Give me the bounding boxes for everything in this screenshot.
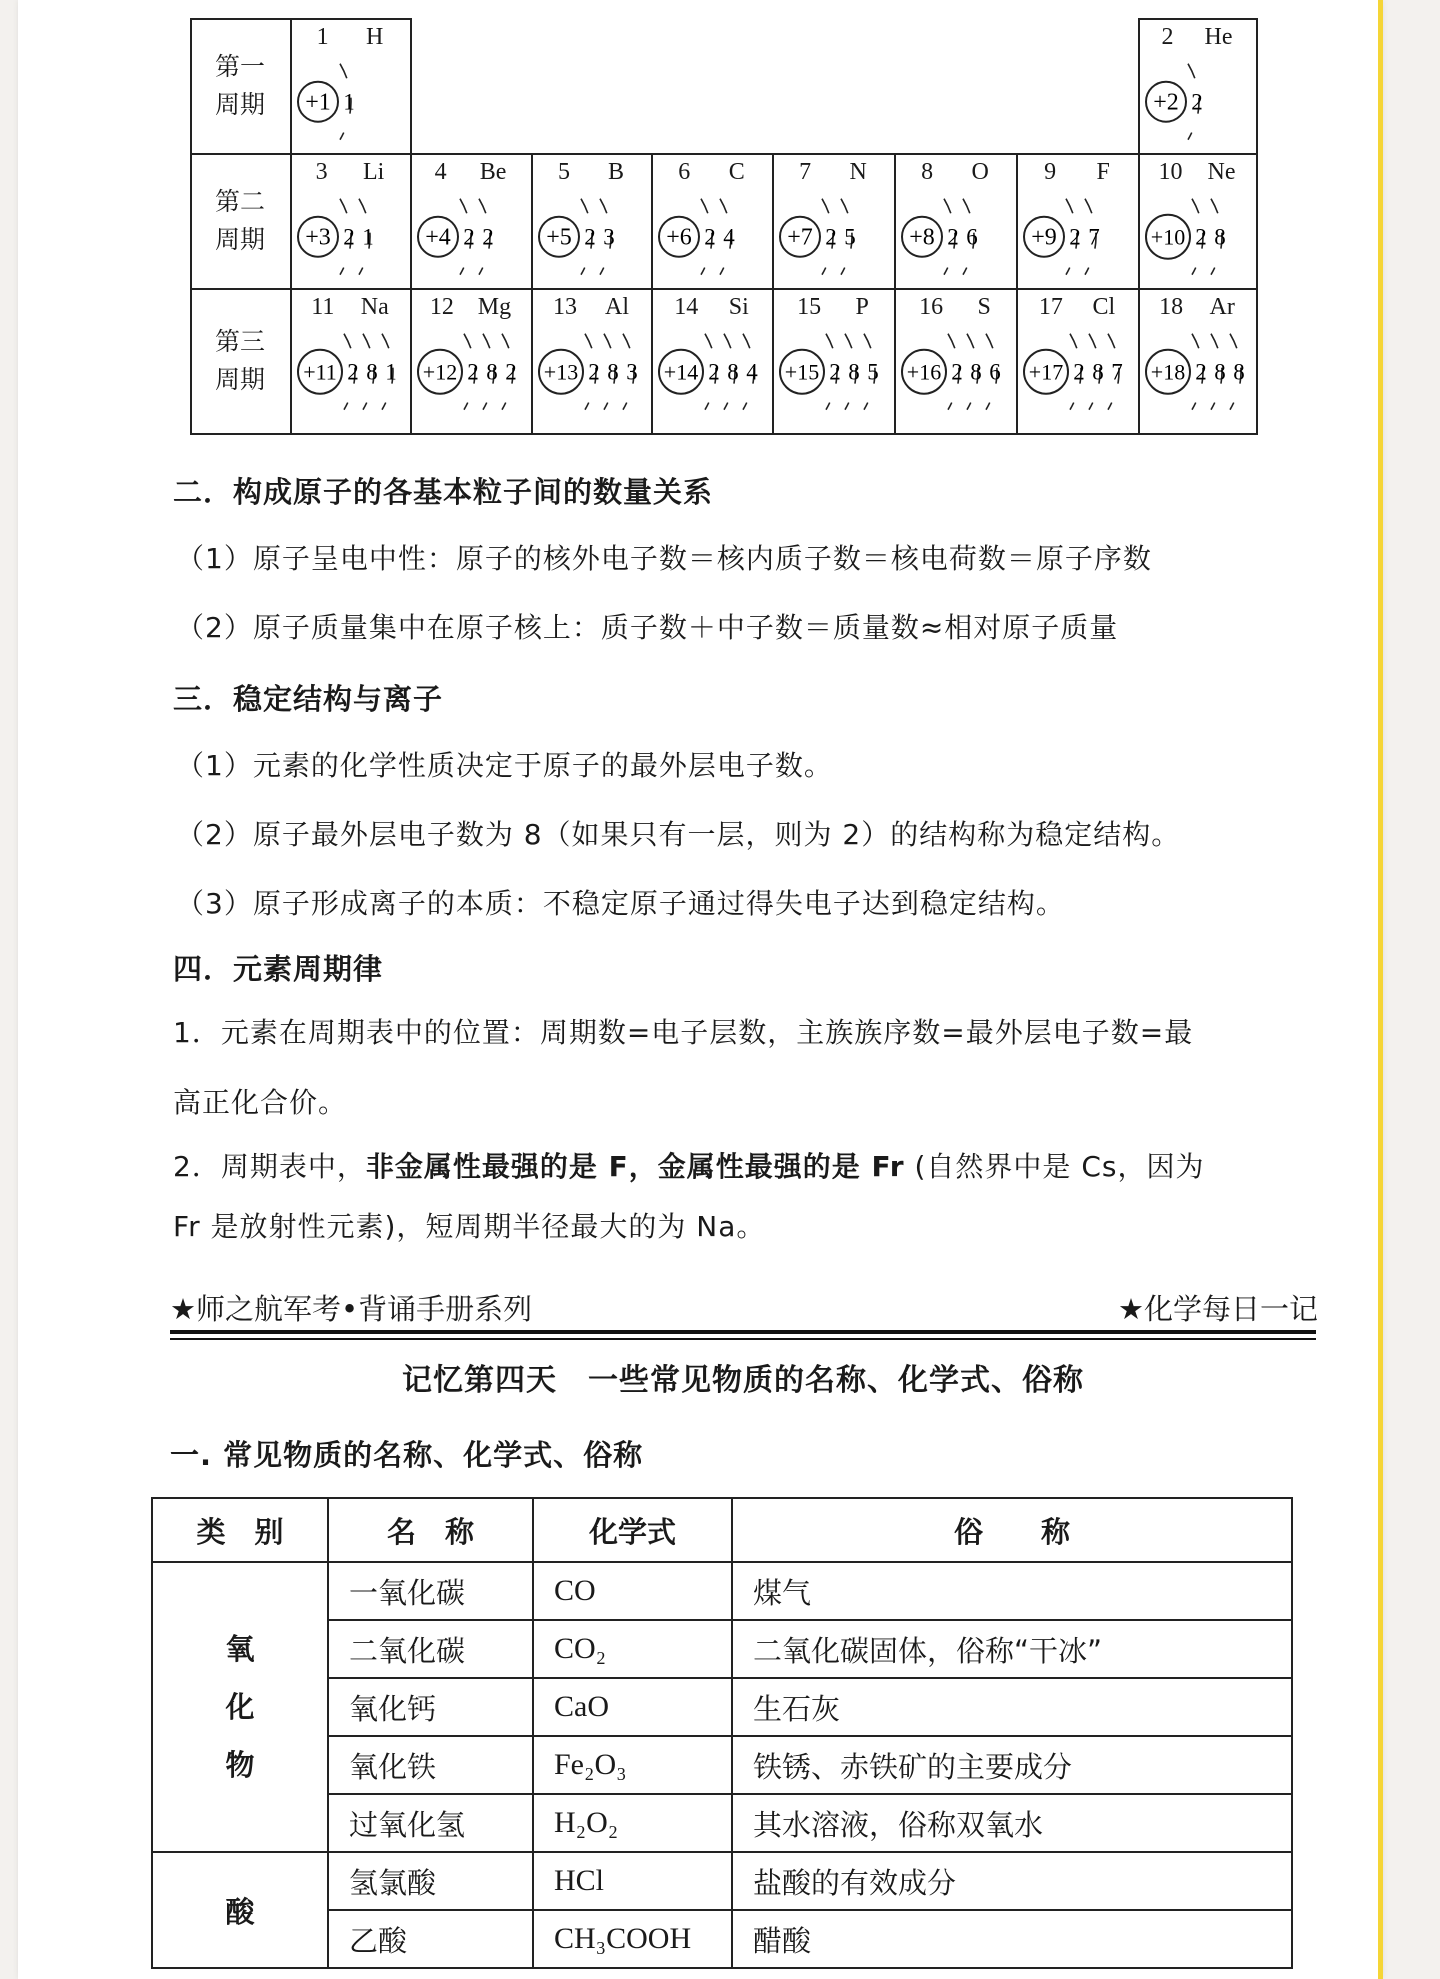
paragraph: （2）原子最外层电子数为 8（如果只有一层，则为 2）的结构称为稳定结构。 (176, 818, 1181, 851)
nucleus-charge: +2 (1153, 89, 1179, 116)
shell-electron-count: 2 (584, 224, 596, 250)
element-symbol: He (1204, 24, 1233, 50)
document-page (18, 0, 1383, 1979)
shell-electron-count: 8 (1214, 359, 1226, 385)
element-cell-o (894, 153, 1016, 288)
column-header: 化学式 (533, 1498, 732, 1562)
formula-cell: CaO (533, 1678, 732, 1736)
shell-electron-count: 2 (343, 224, 355, 250)
divider (170, 1338, 1316, 1340)
shell-electron-count: 2 (704, 224, 716, 250)
nucleus-charge: +9 (1031, 224, 1057, 251)
atom-diagram (1138, 153, 1256, 288)
common-name-cell: 二氧化碳固体，俗称“干冰” (732, 1620, 1292, 1678)
element-cell-ar (1138, 288, 1256, 423)
element-cell-f (1016, 153, 1138, 288)
column-header: 俗 称 (732, 1498, 1292, 1562)
text: (自然界中是 Cs，因为 (904, 1150, 1205, 1183)
category-char: 化 (225, 1690, 255, 1724)
atomic-number: 14 (674, 294, 699, 320)
shell-electron-count: 2 (347, 359, 359, 385)
element-symbol: Li (362, 159, 385, 185)
bold-text: 非金属性最强的是 F，金属性最强的是 Fr (365, 1150, 905, 1183)
element-symbol: Na (360, 294, 389, 320)
column-header: 名 称 (328, 1498, 533, 1562)
shell-electron-count: 3 (603, 224, 615, 250)
shell-electron-count: 2 (467, 359, 479, 385)
shell-electron-count: 2 (1195, 359, 1207, 385)
formula-cell: CH₃COOH (533, 1910, 732, 1968)
element-cell-li (290, 153, 410, 288)
atomic-number: 12 (429, 294, 454, 320)
shell-electron-count: 2 (588, 359, 600, 385)
element-cell-b (531, 153, 651, 288)
category-char: 氧 (225, 1632, 255, 1666)
element-cell-be (410, 153, 531, 288)
element-cell-na (290, 288, 410, 423)
element-symbol: F (1096, 159, 1110, 185)
section-title: 一. 常见物质的名称、化学式、俗称 (170, 1438, 644, 1472)
shell-electron-count: 2 (951, 359, 963, 385)
table-row (152, 1852, 1292, 1910)
category-cell-acid (152, 1852, 328, 1968)
atomic-number: 10 (1158, 159, 1183, 185)
shell-electron-count: 4 (746, 359, 758, 385)
shell-electron-count: 6 (989, 359, 1001, 385)
element-symbol: Cl (1092, 294, 1116, 320)
element-symbol: Si (728, 294, 749, 320)
common-name-cell: 醋酸 (732, 1910, 1292, 1968)
nucleus-charge: +6 (666, 224, 692, 251)
element-symbol: O (971, 159, 989, 185)
formula-cell: Fe₂O₃ (533, 1736, 732, 1794)
common-name-cell: 盐酸的有效成分 (732, 1852, 1292, 1910)
paragraph: 高正化合价。 (173, 1086, 348, 1119)
series-title: ★师之航军考•背诵手册系列 (170, 1292, 533, 1326)
common-name-cell: 其水溶液，俗称双氧水 (732, 1794, 1292, 1852)
period-label: 第三 周期 (214, 326, 265, 394)
divider (170, 1330, 1316, 1334)
shell-electron-count: 8 (848, 359, 860, 385)
nucleus-charge: +8 (909, 224, 935, 251)
shell-electron-count: 2 (829, 359, 841, 385)
element-cell-cl (1016, 288, 1138, 423)
element-symbol: B (607, 159, 624, 185)
atomic-number: 7 (799, 159, 812, 185)
atomic-number: 3 (315, 159, 328, 185)
atomic-number: 15 (797, 294, 822, 320)
nucleus-charge: +5 (546, 224, 572, 251)
table-border (410, 18, 412, 153)
atomic-number: 8 (921, 159, 934, 185)
atom-diagram (1016, 288, 1138, 423)
atomic-number: 11 (311, 294, 335, 320)
atom-diagram (772, 153, 894, 288)
section-title: 四．元素周期律 (173, 952, 384, 986)
atomic-number: 1 (316, 24, 329, 50)
atom-diagram (290, 288, 410, 423)
shell-electron-count: 8 (486, 359, 498, 385)
formula-cell: HCl (533, 1852, 732, 1910)
category-cell-oxide (152, 1562, 328, 1852)
atomic-number: 2 (1161, 24, 1174, 50)
shell-electron-count: 1 (362, 224, 374, 250)
atom-diagram (894, 288, 1016, 423)
periodic-table (190, 18, 1245, 435)
shell-electron-count: 7 (1111, 359, 1123, 385)
nucleus-charge: +14 (663, 359, 699, 385)
element-symbol: Mg (477, 294, 512, 320)
series-subtitle: ★化学每日一记 (1118, 1292, 1318, 1326)
shell-electron-count: 2 (482, 224, 494, 250)
element-cell-c (651, 153, 772, 288)
name-cell: 氧化钙 (328, 1678, 533, 1736)
atom-diagram (410, 153, 531, 288)
shell-electron-count: 2 (947, 224, 959, 250)
table-border (1256, 18, 1258, 433)
shell-electron-count: 7 (1088, 224, 1100, 250)
shell-electron-count: 2 (825, 224, 837, 250)
element-cell-ne (1138, 153, 1256, 288)
name-cell: 过氧化氢 (328, 1794, 533, 1852)
formula-cell: CO (533, 1562, 732, 1620)
element-cell-n (772, 153, 894, 288)
nucleus-charge: +12 (422, 359, 458, 385)
atom-diagram (410, 288, 531, 423)
atom-diagram (531, 153, 651, 288)
element-symbol: Be (479, 159, 507, 185)
atom-diagram (772, 288, 894, 423)
element-cell-si (651, 288, 772, 423)
section-title: 二．构成原子的各基本粒子间的数量关系 (173, 475, 714, 509)
name-cell: 乙酸 (328, 1910, 533, 1968)
shell-electron-count: 3 (626, 359, 638, 385)
atom-diagram (290, 153, 410, 288)
paragraph: 1．元素在周期表中的位置：周期数=电子层数，主族族序数=最外层电子数=最 (173, 1016, 1194, 1049)
shell-electron-count: 1 (385, 359, 397, 385)
shell-electron-count: 1 (343, 89, 355, 115)
element-cell-p (772, 288, 894, 423)
element-cell-s (894, 288, 1016, 423)
formula-cell: H₂O₂ (533, 1794, 732, 1852)
paragraph: （1）原子呈电中性：原子的核外电子数＝核内质子数＝核电荷数＝原子序数 (176, 542, 1152, 575)
section-title: 三．稳定结构与离子 (173, 682, 444, 716)
atomic-number: 18 (1159, 294, 1184, 320)
shell-electron-count: 6 (966, 224, 978, 250)
period-label: 第二 周期 (214, 186, 265, 254)
paragraph: （2）原子质量集中在原子核上：质子数＋中子数＝质量数≈相对原子质量 (176, 611, 1119, 644)
shell-electron-count: 2 (1069, 224, 1081, 250)
element-symbol: C (728, 159, 745, 185)
nucleus-charge: +10 (1150, 224, 1186, 250)
atomic-number: 13 (553, 294, 577, 320)
name-cell: 一氧化碳 (328, 1562, 533, 1620)
shell-electron-count: 8 (1233, 359, 1245, 385)
atom-diagram (531, 288, 651, 423)
shell-electron-count: 2 (463, 224, 475, 250)
shell-electron-count: 2 (1195, 224, 1207, 250)
shell-electron-count: 2 (1191, 89, 1203, 115)
atom-diagram (651, 288, 772, 423)
shell-electron-count: 8 (970, 359, 982, 385)
day-title: 记忆第四天 一些常见物质的名称、化学式、俗称 (402, 1363, 1084, 1398)
nucleus-charge: +1 (305, 89, 331, 116)
table-border (190, 433, 1258, 435)
shell-electron-count: 8 (1214, 224, 1226, 250)
atom-diagram (290, 18, 410, 153)
atomic-number: 17 (1038, 294, 1063, 320)
paragraph: （1）元素的化学性质决定于原子的最外层电子数。 (176, 749, 833, 782)
paragraph (173, 1145, 1204, 1185)
shell-electron-count: 4 (723, 224, 735, 250)
atomic-number: 6 (678, 159, 691, 185)
shell-electron-count: 5 (867, 359, 879, 385)
shell-electron-count: 8 (366, 359, 378, 385)
atom-diagram (1138, 18, 1256, 153)
nucleus-charge: +13 (543, 359, 579, 385)
atom-diagram (651, 153, 772, 288)
table-border (190, 18, 192, 433)
nucleus-charge: +11 (303, 359, 337, 385)
name-cell: 氧化铁 (328, 1736, 533, 1794)
atom-diagram (1016, 153, 1138, 288)
atomic-number: 5 (557, 159, 570, 185)
common-name-cell: 生石灰 (732, 1678, 1292, 1736)
shell-electron-count: 8 (1092, 359, 1104, 385)
atom-diagram (1138, 288, 1256, 423)
nucleus-charge: +4 (425, 224, 451, 251)
text: 2．周期表中， (173, 1150, 366, 1183)
element-cell-al (531, 288, 651, 423)
category-char: 酸 (225, 1894, 255, 1929)
common-name-cell: 铁锈、赤铁矿的主要成分 (732, 1736, 1292, 1794)
column-header: 类 别 (152, 1498, 328, 1562)
formula-cell: CO₂ (533, 1620, 732, 1678)
atomic-number: 16 (919, 294, 944, 320)
common-name-cell: 煤气 (732, 1562, 1292, 1620)
paragraph: Fr 是放射性元素)，短周期半径最大的为 Na。 (173, 1210, 766, 1243)
nucleus-charge: +3 (305, 224, 331, 251)
shell-electron-count: 2 (708, 359, 720, 385)
name-cell: 氢氯酸 (328, 1852, 533, 1910)
element-symbol: Ne (1207, 159, 1236, 185)
nucleus-charge: +18 (1150, 359, 1186, 385)
category-char: 物 (225, 1748, 255, 1782)
nucleus-charge: +7 (787, 224, 813, 251)
table-row (152, 1562, 1292, 1620)
element-symbol: H (365, 24, 384, 50)
table-header-row (152, 1498, 1292, 1562)
period-label: 第一 周期 (214, 51, 265, 119)
substance-table (151, 1497, 1293, 1969)
shell-electron-count: 2 (1073, 359, 1085, 385)
name-cell: 二氧化碳 (328, 1620, 533, 1678)
element-symbol: Al (605, 294, 629, 320)
nucleus-charge: +17 (1028, 359, 1064, 385)
atomic-number: 9 (1044, 159, 1057, 185)
element-symbol: N (849, 159, 867, 185)
nucleus-charge: +16 (906, 359, 942, 385)
paragraph: （3）原子形成离子的本质：不稳定原子通过得失电子达到稳定结构。 (176, 887, 1065, 920)
atom-diagram (894, 153, 1016, 288)
element-cell-h (290, 18, 410, 153)
nucleus-charge: +15 (784, 359, 820, 385)
shell-electron-count: 8 (607, 359, 619, 385)
shell-electron-count: 8 (727, 359, 739, 385)
element-symbol: Ar (1209, 294, 1235, 320)
element-symbol: P (855, 294, 869, 320)
atomic-number: 4 (434, 159, 447, 185)
shell-electron-count: 5 (844, 224, 856, 250)
element-cell-mg (410, 288, 531, 423)
element-cell-he (1138, 18, 1256, 153)
element-symbol: S (977, 294, 991, 320)
shell-electron-count: 2 (505, 359, 517, 385)
